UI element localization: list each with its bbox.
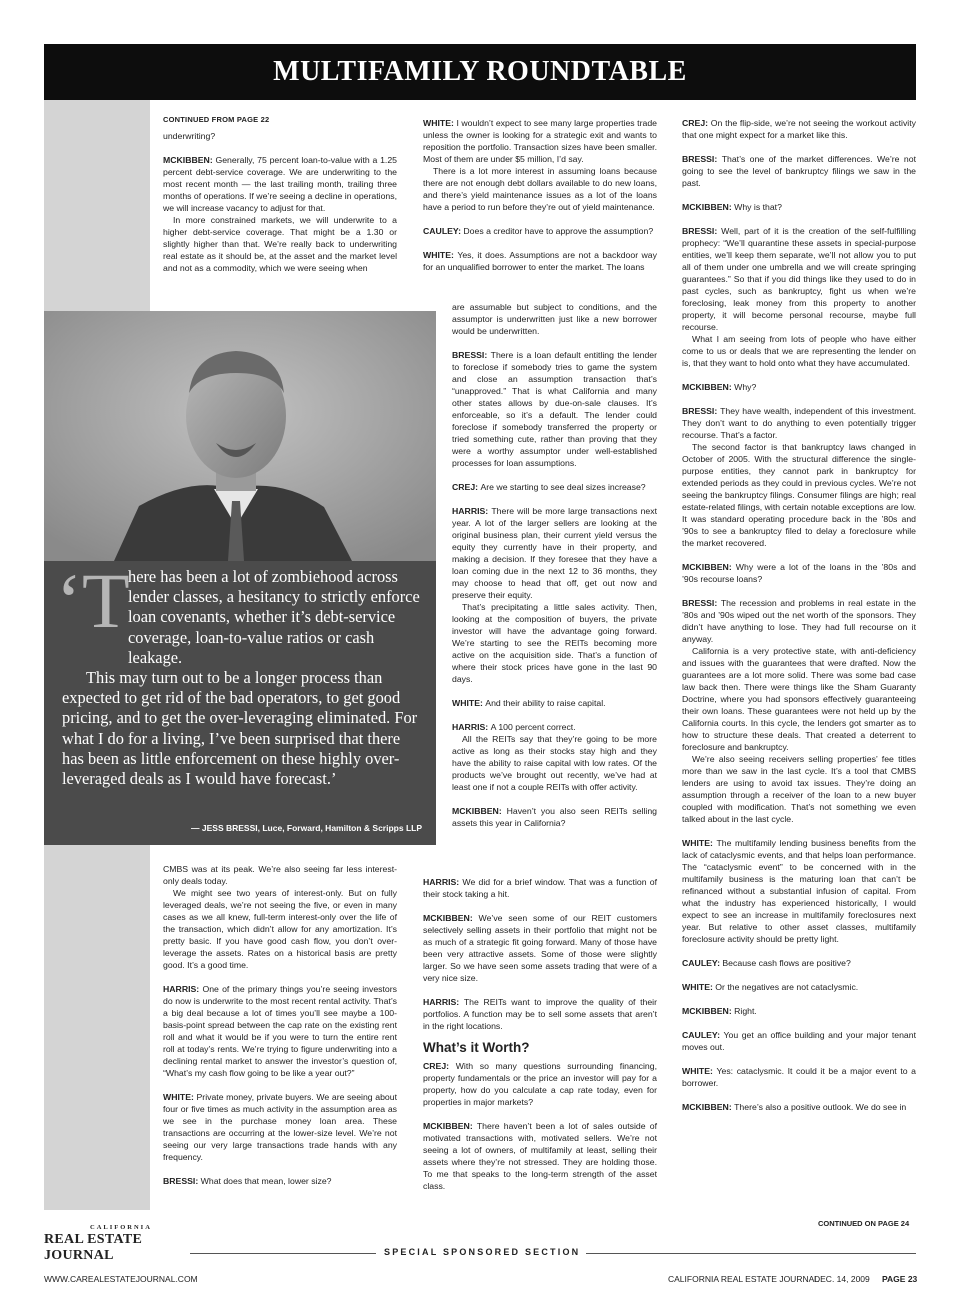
paragraph-text: The recession and problems in real estate in the ’80s and ’90s wiped out the net worth of the sponsors. They didn’t have anything to lose. They had full recourse on it anyway.: [682, 598, 917, 644]
pull-quote: [44, 557, 436, 845]
paragraph-text: California is a very protective state, with anti-deficiency and issues with the guarantees that were drafted. Now the guarantees are a lot more solid. There was some bad case law back then. There were things like the Sham Guaranty Doctrine, where you had sponsors effectively guaranteeing their own loans. These guarantees were not held up by the California courts. In this cycle, the lenders got smarter as to how to structure these deals. That created a deterrent to foreclosure and bankruptcy.: [682, 646, 916, 752]
paragraph: [423, 117, 657, 165]
paragraph-text: We did for a brief window. That was a function of their stock taking a hit.: [423, 877, 657, 899]
subhead: What’s it Worth?: [423, 1040, 530, 1055]
paragraph-text: Why?: [734, 382, 757, 392]
quote-attribution: — JESS BRESSI, Luce, Forward, Hamilton & Scripps LLP: [191, 823, 422, 833]
paragraph-text: Because cash flows are positive?: [722, 958, 851, 968]
speaker-name: MCKIBBEN:: [682, 562, 736, 572]
col1-top-body: [163, 130, 397, 274]
column-3: [682, 117, 916, 1113]
paragraph: [682, 225, 916, 333]
paragraph-text: There is a loan default entitling the lender to foreclose if somebody tries to game the system and close an assumption transaction that’s “unapproved.” That is what California and many other states allows by due-on-sale clauses. It’s enforceable, so it’s a default. The lender could foreclose if somebody transferred the property or tried something cute, rather than proving that they were a worthy assumptor under well-established processes for loan assumptions.: [452, 350, 658, 468]
paragraph: [682, 153, 916, 189]
continued-to: CONTINUED ON PAGE 24: [818, 1219, 910, 1228]
speaker-name: BRESSI:: [682, 406, 721, 416]
paragraph-text: Yes: cataclysmic. It could it be a major event to a borrower.: [682, 1066, 917, 1088]
speaker-name: WHITE:: [682, 982, 716, 992]
paragraph: [423, 912, 657, 984]
paragraph-text: A 100 percent correct.: [490, 722, 576, 732]
continued-from: CONTINUED FROM PAGE 22: [163, 115, 270, 124]
paragraph: [452, 349, 657, 469]
paragraph-text: Right.: [734, 1006, 757, 1016]
paragraph-text: are assumable but subject to conditions, and the assumptor is underwritten just like a new borrower would be underwritten.: [452, 302, 657, 336]
page-banner: [44, 44, 916, 100]
paragraph-text: You get an office building and your major tenant moves out.: [682, 1030, 916, 1052]
paragraph-text: They have wealth, independent of this investment. They don’t want to do anything to even potentially trigger recourse. That’s a factor.: [682, 406, 916, 440]
speaker-name: BRESSI:: [163, 1176, 201, 1186]
paragraph: [682, 837, 916, 945]
quote-paragraph-2: This may turn out to be a longer process than expected to get rid of the bad operators, to get good pricing, and to get the over-leveraging eliminated. For what I do for a living, I’ve been surprised that there has been as little enforcement on these highly over-leveraged deals as I would have forecast.’: [62, 668, 418, 789]
paragraph: [423, 1120, 657, 1192]
paragraph: [452, 733, 657, 793]
quote-paragraph-1: here has been a lot of zombiehood across lender classes, a hesitancy to strictly enforce loan covenants, whether it’s debt-service coverage, loan-to-value ratios or cash leakage.: [128, 567, 420, 667]
banner-title: MULTIFAMILY ROUNDTABLE: [273, 56, 687, 87]
footer-page: PAGE 23: [882, 1274, 918, 1284]
column-2-bottom: [423, 876, 657, 1192]
speaker-name: HARRIS:: [163, 984, 203, 994]
paragraph: [423, 225, 657, 237]
paragraph: [423, 876, 657, 900]
speaker-name: BRESSI:: [682, 226, 722, 236]
paragraph-text: Private money, private buyers. We are seeing about four or five times as much activity in the assumption area as we see in the purchase money loan area. These transactions are occurring at the lower-size level. We’re not seeing our very large transactions trade hands with any frequency.: [163, 1092, 397, 1162]
paragraph-text: Generally, 75 percent loan-to-value with a 1.25 percent debt-service coverage. We are underwriting to the most recent month — the last trailing month, trailing three months of operations. If we’re seeing a decline in operations, we will increase vacancy to adjust for that.: [163, 155, 398, 213]
paragraph-text: There haven’t been a lot of sales outside of motivated transactions with, motivated sellers. We’re not seeing a lot of owners, of multifamily at least, selling their assets where they’re not stressed. They are holding those. To me that speaks to the long-term strength of the asset class.: [423, 1121, 657, 1191]
speaker-name: HARRIS:: [452, 506, 492, 516]
quote-drop-cap: ‘T: [56, 557, 130, 644]
paragraph: [163, 1175, 397, 1187]
speaker-name: MCKIBBEN:: [423, 913, 479, 923]
paragraph-text: That’s one of the market differences. We’re not going to see the level of bankruptcy filings we saw in the past.: [682, 154, 916, 188]
paragraph: [452, 601, 657, 685]
paragraph: [163, 887, 397, 971]
paragraph-text: One of the primary things you’re seeing investors do now is underwrite to the most recent rental activity. That’s a big deal because a lot of times you’ll see maybe a 100-basis-point spread between the cap rate on the existing rent roll and what it would be if you were to turn the entire rent roll at today’s rents. We’re trying to figure underwriting into a declining rental market to answer the investor’s question of, “What’s my cash flow going to be like a year out?”: [163, 984, 397, 1078]
speaker-name: WHITE:: [682, 838, 717, 848]
speaker-name: MCKIBBEN:: [682, 382, 735, 392]
paragraph: [163, 154, 397, 214]
logo-big-text: REAL ESTATE JOURNAL: [44, 1232, 143, 1263]
paragraph: [163, 863, 397, 887]
speaker-name: CREJ:: [682, 118, 711, 128]
divider-left: [190, 1253, 376, 1254]
speaker-name: WHITE:: [682, 1066, 717, 1076]
paragraph: [423, 996, 657, 1032]
paragraph-text: The multifamily lending business benefits from the lack of cataclysmic events, and that helps loan performance. The “cataclysmic event” to be concerned with in the multifamily business is the maturing loan that can’t be refinanced without a substantial infusion of capital. From what the industry has experienced historically, I would expect to see an increase in multifamily foreclosures next year. But relative to other asset classes, multifamily foreclosure activity should be pretty light.: [682, 838, 917, 944]
paragraph-text: With so many questions surrounding financing, property fundamentals or the price an investor will pay for a property, how do you calculate a cap rate today, even for properties in major markets?: [423, 1061, 657, 1107]
paragraph: [452, 805, 657, 829]
speaker-name: MCKIBBEN:: [452, 806, 507, 816]
paragraph: [682, 1065, 916, 1089]
paragraph: [682, 597, 916, 645]
speaker-name: CREJ:: [423, 1061, 456, 1071]
paragraph: [682, 201, 916, 213]
paragraph-text: Well, part of it is the creation of the self-fulfilling prophecy: “We’ll quarantine these assets in special-purpose entities, we’ll keep them separate, we’ll not allow you to put all of them under one umbrella and we will create springing guarantees.” So that if you did things like they used to do in past cycles, such as bankruptcy, fight us when we’re foreclosing, leak money from this property to another property, it will become personal recourse, maybe full recourse.: [682, 226, 916, 332]
paragraph: [163, 130, 397, 142]
paragraph: [682, 753, 916, 825]
paragraph-text: The second factor is that bankruptcy laws changed in October of 2005. With the structural difference the single-purpose entities, they cannot park in bankruptcy for extended periods as they could in previous cycles. We’re not seeing the bankruptcy filings. Consumer filings are high; real estate-related filings, with certain notable exceptions are low. It was standard operating procedure back in the ’80s and ’90s to see a bankruptcy filed to delay a foreclosure while the market recovered.: [682, 442, 916, 548]
paragraph-text: Are we starting to see deal sizes increase?: [480, 482, 646, 492]
paragraph: [682, 117, 916, 141]
speaker-name: HARRIS:: [423, 877, 463, 887]
speaker-name: HARRIS:: [423, 997, 464, 1007]
column-1-bottom: [163, 863, 397, 1187]
paragraph-text: Does a creditor have to approve the assumption?: [463, 226, 654, 236]
footer-url: WWW.CAREALESTATEJOURNAL.COM: [44, 1274, 198, 1284]
paragraph-text: Why is that?: [734, 202, 782, 212]
portrait-photo: [44, 311, 436, 561]
paragraph-text: What I am seeing from lots of people who have either come to us or deals that we are representing the lender on is, that they want to hold onto what they have accumulated.: [682, 334, 916, 368]
column-2-top: [423, 117, 657, 273]
paragraph-text: We’ve seen some of our REIT customers selectively selling assets in their portfolio that might not be as much of a strategic fit going forward. Many of those have been very attractive assets. Some of those were slightly larger. So we have seen some assets trading that were of a very nice size.: [423, 913, 658, 983]
footer-date: DEC. 14, 2009: [814, 1274, 870, 1284]
paragraph-text: In more constrained markets, we will underwrite to a higher debt-service coverage. That might be a 1.30 or slightly higher than that. We’re really back to underwriting real estate as it should be, at the asset and the market level and not as a commodity, which we were seeing when: [163, 215, 397, 273]
paragraph: [682, 1101, 916, 1113]
paragraph: [682, 1005, 916, 1017]
paragraph-text: That’s precipitating a little sales activity. Then, looking at the composition of buyers, the private investor will have the advantage going forward. We’re starting to see the REITs becoming more active on the acquisition side. That’s a function of where their stock prices have gone in the last 90 days.: [452, 602, 657, 684]
speaker-name: CAULEY:: [423, 226, 464, 236]
paragraph-text: All the REITs say that they’re going to be more active as long as their stocks stay high and they have the ability to raise capital with low rates. Of the products we’ve brought out recently, we’ve had at least one if not a couple REITs with offer activity.: [452, 734, 657, 792]
paragraph-text: Or the negatives are not cataclysmic.: [715, 982, 859, 992]
paragraph-text: Yes, it does. Assumptions are not a backdoor way for an unqualified borrower to enter the market. The loans: [423, 250, 657, 272]
speaker-name: CREJ:: [452, 482, 481, 492]
paragraph: [452, 721, 657, 733]
paragraph-text: What does that mean, lower size?: [200, 1176, 332, 1186]
speaker-name: MCKIBBEN:: [682, 202, 735, 212]
speaker-name: BRESSI:: [682, 598, 721, 608]
paragraph: [682, 441, 916, 549]
paragraph-text: There’s also a positive outlook. We do see in: [734, 1102, 907, 1112]
paragraph-text: And their ability to raise capital.: [485, 698, 606, 708]
paragraph: [682, 1029, 916, 1053]
paragraph-text: CMBS was at its peak. We’re also seeing far less interest-only deals today.: [163, 864, 397, 886]
speaker-name: CAULEY:: [682, 1030, 724, 1040]
logo-small-text: CALIFORNIA: [90, 1224, 152, 1231]
speaker-name: BRESSI:: [452, 350, 491, 360]
paragraph: [682, 645, 916, 753]
column-2-middle: [452, 301, 657, 829]
speaker-name: WHITE:: [163, 1092, 197, 1102]
paragraph: [682, 981, 916, 993]
portrait-illustration: [44, 311, 436, 561]
paragraph: [682, 381, 916, 393]
paragraph: [452, 505, 657, 601]
col2-after-body: [423, 1060, 657, 1192]
paragraph: [452, 697, 657, 709]
paragraph: [163, 214, 397, 274]
paragraph-text: We might see two years of interest-only. But on fully leveraged deals, we’re not seeing the five, or even in many cases as we all knew, full-term interest-only over the life of the transaction, which didn’t allow for any amortization. It’s pretty basic. If you have good cash flow, you don’t over-leverage the assets. Rates on a historical basis are pretty good. It’s a good time.: [163, 888, 397, 970]
paragraph: [682, 957, 916, 969]
paragraph: [423, 1060, 657, 1108]
column-1-top: [163, 114, 397, 274]
paragraph-text: underwriting?: [163, 131, 216, 141]
paragraph: [452, 481, 657, 493]
speaker-name: WHITE:: [423, 250, 458, 260]
speaker-name: MCKIBBEN:: [682, 1006, 735, 1016]
special-section-label: SPECIAL SPONSORED SECTION: [384, 1247, 581, 1257]
col2-bottom-body: [423, 876, 657, 1032]
paragraph: [163, 983, 397, 1079]
speaker-name: MCKIBBEN:: [682, 1102, 735, 1112]
speaker-name: MCKIBBEN:: [163, 155, 216, 165]
paragraph-text: Haven’t you also seen REITs selling assets this year in California?: [452, 806, 658, 828]
speaker-name: HARRIS:: [452, 722, 491, 732]
paragraph: [423, 165, 657, 213]
quote-text: [62, 567, 424, 789]
paragraph: [423, 249, 657, 273]
paragraph: [682, 561, 916, 585]
paragraph-text: On the flip-side, we’re not seeing the workout activity that one might expect for a market like this.: [682, 118, 916, 140]
journal-logo: [44, 1224, 184, 1263]
paragraph-text: We’re also seeing receivers selling properties’ fee titles more than we saw in the last cycle. It’s a tool that CMBS lenders are using to avoid tax issues. They’re doing an assumption through a receiver of the loan to a new buyer coupled with modification. That’s not something we even talked about in the last cycle.: [682, 754, 916, 824]
speaker-name: CAULEY:: [682, 958, 723, 968]
speaker-name: BRESSI:: [682, 154, 722, 164]
speaker-name: WHITE:: [452, 698, 486, 708]
paragraph: [682, 333, 916, 369]
paragraph-text: There is a lot more interest in assuming loans because there are not enough debt dollars available to do new loans, and there’s yield maintenance issues as a lot of the loans have a period to run before they’re out of yield maintenance.: [423, 166, 657, 212]
paragraph-text: There will be more large transactions next year. A lot of the larger sellers are looking at the original business plan, their current yield versus the equity they currently have in their property, and making a decision. If they foresee that they have a loan coming due in the next 12 to 36 months, they may choose to head that off, get out now and preserve their equity.: [452, 506, 657, 600]
paragraph: [452, 301, 657, 337]
speaker-name: WHITE:: [423, 118, 457, 128]
speaker-name: MCKIBBEN:: [423, 1121, 477, 1131]
paragraph: [163, 1091, 397, 1163]
paragraph: [682, 405, 916, 441]
paragraph-text: I wouldn’t expect to see many large properties trade unless the owner is looking for a strategic exit and wants to reposition the portfolio. Transaction sizes have been smaller. Most of them are under $5 million, I’d say.: [423, 118, 657, 164]
divider-right: [586, 1253, 916, 1254]
paragraph-text: The REITs want to improve the quality of their portfolios. A function may be to sell some assets that aren’t in the right locations.: [423, 997, 657, 1031]
footer-publication: CALIFORNIA REAL ESTATE JOURNAL: [668, 1274, 819, 1284]
paragraph-text: Why were a lot of the loans in the ’80s and ’90s recourse loans?: [682, 562, 916, 584]
